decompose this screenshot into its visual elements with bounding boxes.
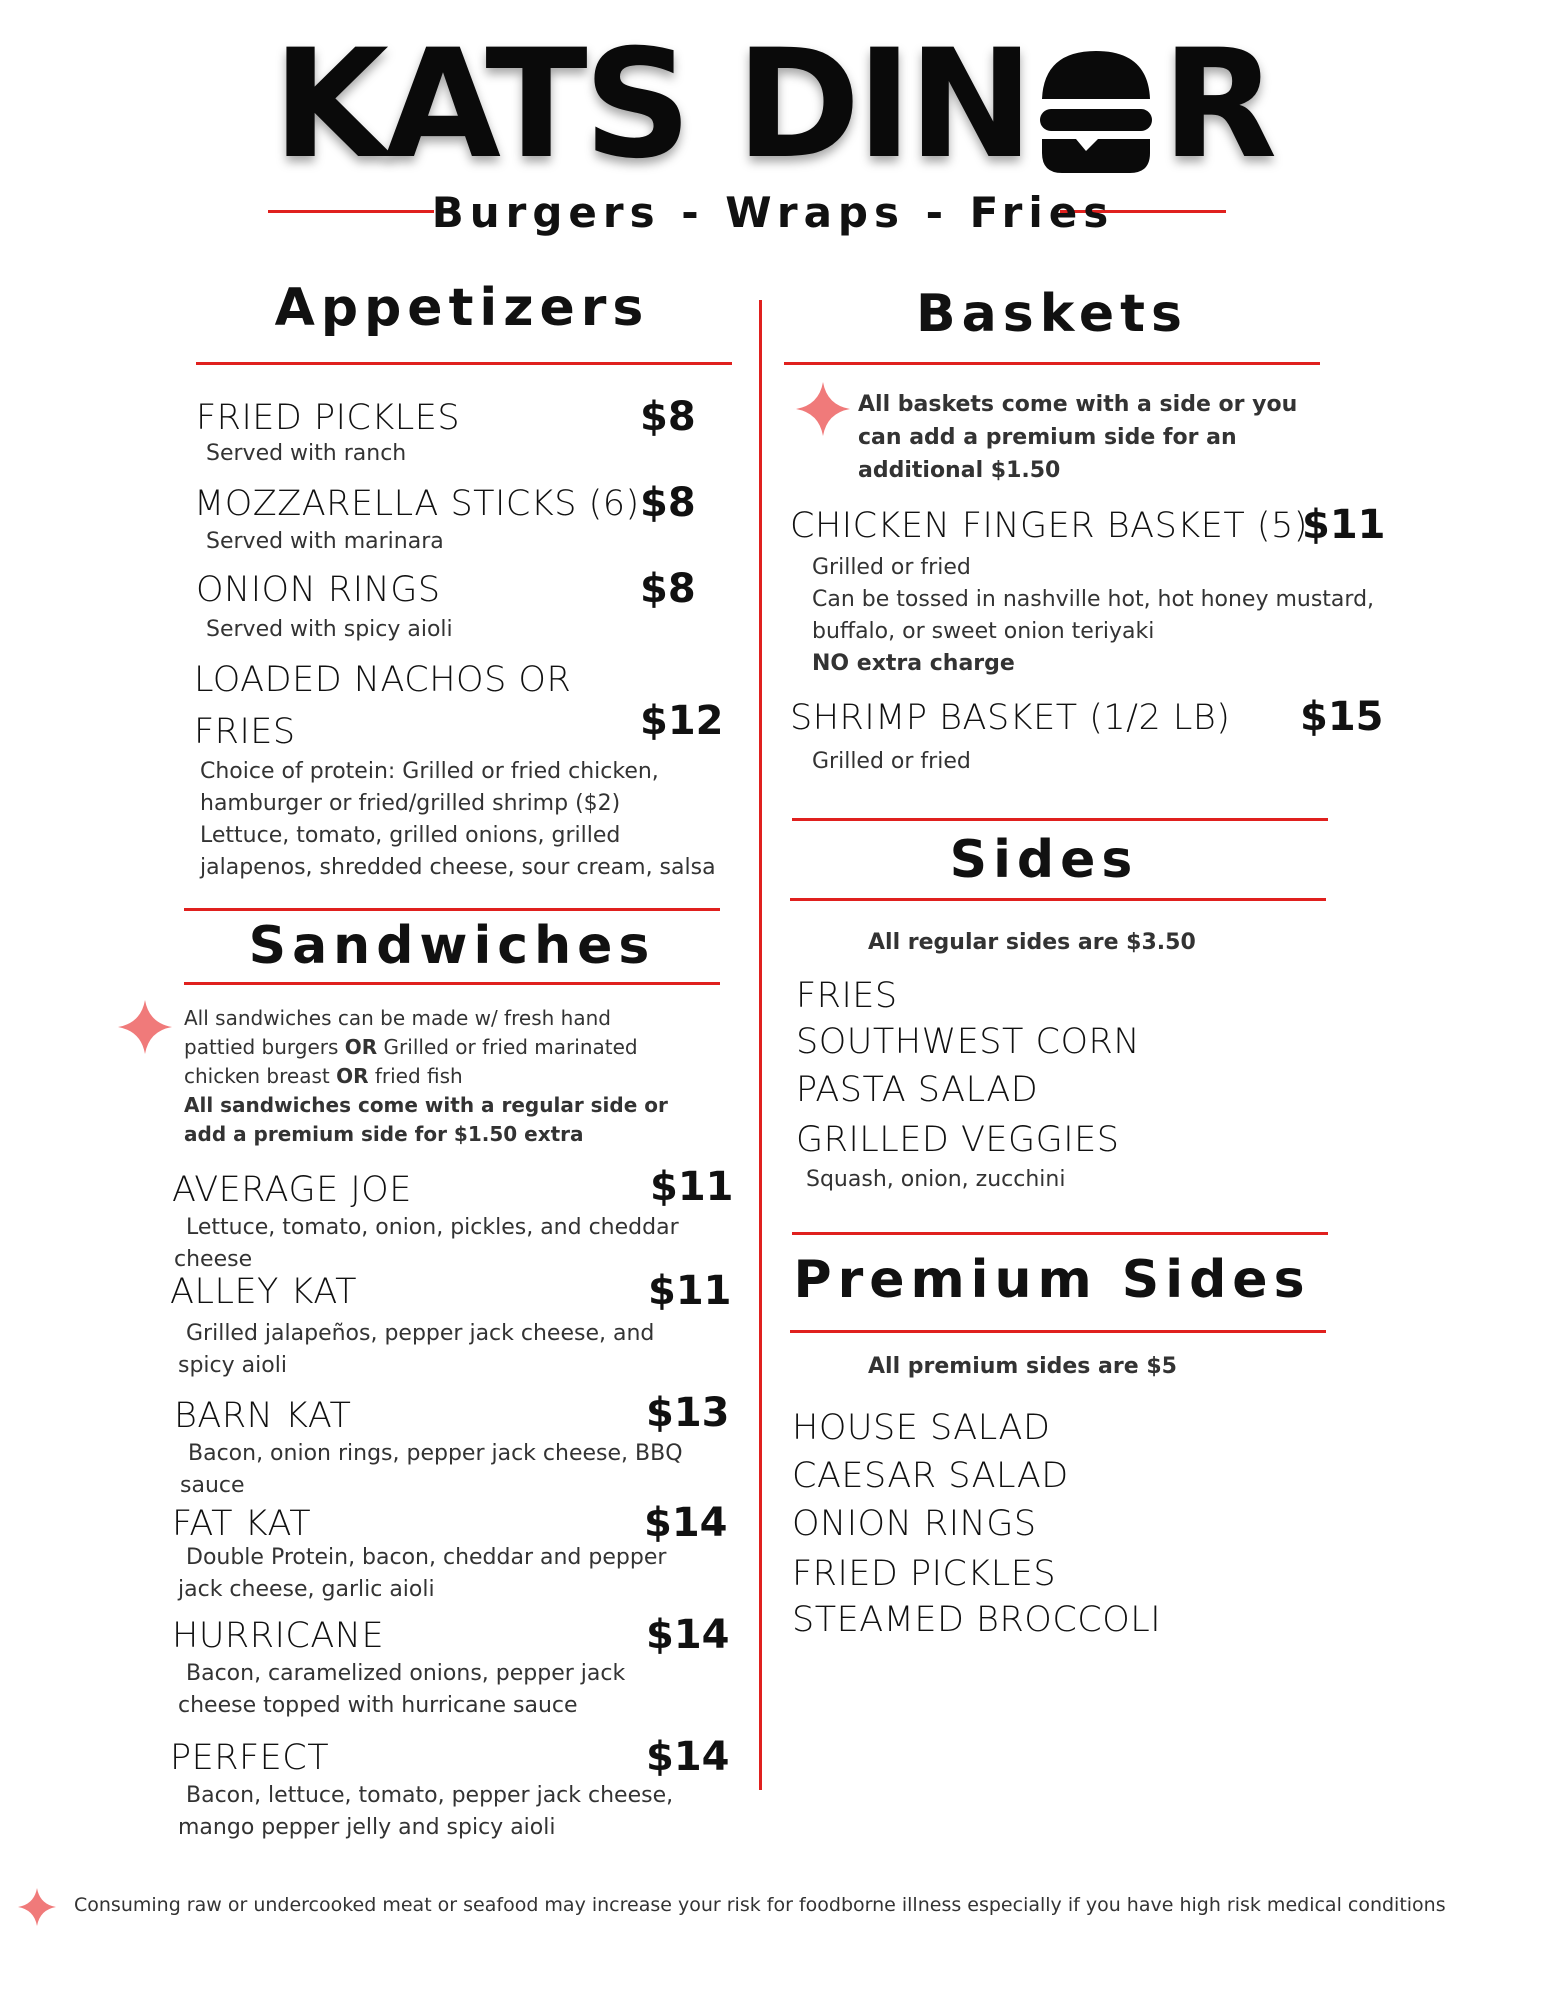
menu-item-desc: Choice of protein: Grilled or fried chicken, hamburger or fried/grilled shrimp ($2) Lettuce, tomato, grilled onions, grilled jalapenos, shredded cheese, sour cream, salsa — [200, 759, 716, 880]
premium-item: HOUSE SALAD — [792, 1408, 1051, 1448]
column-divider — [759, 300, 762, 1790]
menu-item-price: $14 — [646, 1612, 730, 1658]
menu-item-name: ONION RINGS — [196, 570, 441, 610]
brand-name-part2: R — [1161, 18, 1274, 192]
premium-top-rule — [792, 1232, 1328, 1235]
sandwiches-note: All sandwiches can be made w/ fresh hand pattied burgers OR Grilled or fried marinated chicken breast OR fried fish All sandwiches come with a regular side or add a premium side for $1.50 extra — [184, 1006, 668, 1146]
side-item-desc: Squash, onion, zucchini — [806, 1167, 1066, 1192]
footer-disclaimer: Consuming raw or undercooked meat or seafood may increase your risk for foodborne illness especially if you have high risk medical conditions — [74, 1894, 1446, 1916]
star-icon — [18, 1888, 56, 1926]
menu-item-name: HURRICANE — [172, 1616, 385, 1656]
menu-item-price: $8 — [640, 394, 696, 440]
menu-item-price: $12 — [640, 698, 724, 744]
menu-item-desc: Served with spicy aioli — [206, 617, 453, 642]
menu-item-name: BARN KAT — [174, 1396, 352, 1436]
menu-item-desc: Lettuce, tomato, onion, pickles, and cheddar cheese — [174, 1215, 679, 1272]
menu-item-name: FRIES — [194, 712, 296, 752]
premium-item: CAESAR SALAD — [792, 1456, 1069, 1496]
menu-item-name: FAT KAT — [172, 1504, 312, 1544]
sides-note: All regular sides are $3.50 — [868, 930, 1196, 955]
premium-item: FRIED PICKLES — [792, 1554, 1057, 1594]
menu-item-price: $15 — [1300, 694, 1384, 740]
menu-item-desc: Served with marinara — [206, 529, 444, 554]
premium-note: All premium sides are $5 — [868, 1354, 1177, 1379]
menu-item-name: PERFECT — [170, 1738, 330, 1778]
sides-top-rule — [792, 818, 1328, 821]
menu-item-desc: Grilled jalapeños, pepper jack cheese, and spicy aioli — [178, 1321, 655, 1378]
menu-item-price: $8 — [640, 566, 696, 612]
menu-item-price: $11 — [650, 1164, 734, 1210]
menu-item-desc: Bacon, lettuce, tomato, pepper jack cheese, mango pepper jelly and spicy aioli — [178, 1783, 674, 1840]
menu-item-name: FRIED PICKLES — [196, 398, 461, 438]
sides-bottom-rule — [790, 898, 1326, 901]
menu-item-name: ALLEY KAT — [170, 1272, 358, 1312]
menu-item-name: AVERAGE JOE — [172, 1170, 412, 1210]
sandwiches-bottom-rule — [184, 982, 720, 985]
menu-item-price: $14 — [644, 1500, 728, 1546]
appetizers-heading: Appetizers — [274, 278, 650, 338]
menu-item-name: SHRIMP BASKET (1/2 LB) — [790, 698, 1231, 738]
menu-item-price: $14 — [646, 1734, 730, 1780]
side-item: FRIES — [796, 976, 898, 1016]
sandwiches-top-rule — [184, 908, 720, 911]
menu-item-desc: Grilled or fried Can be tossed in nashville hot, hot honey mustard, buffalo, or sweet onion teriyaki NO extra charge — [812, 555, 1375, 676]
baskets-note: All baskets come with a side or you can add a premium side for an additional $1.50 — [858, 392, 1298, 483]
baskets-heading: Baskets — [916, 284, 1188, 344]
menu-item-desc: Served with ranch — [206, 441, 407, 466]
menu-item-price: $8 — [640, 480, 696, 526]
menu-item-name: CHICKEN FINGER BASKET (5) — [790, 506, 1308, 546]
tagline: Burgers - Wraps - Fries — [431, 188, 1115, 237]
star-icon — [118, 1000, 172, 1054]
menu-item-price: $13 — [646, 1390, 730, 1436]
sandwiches-heading: Sandwiches — [248, 916, 656, 976]
menu-item-name: LOADED NACHOS OR — [194, 660, 572, 700]
menu-item-desc: Grilled or fried — [812, 749, 971, 774]
menu-item-price: $11 — [648, 1268, 732, 1314]
menu-item-desc: Bacon, onion rings, pepper jack cheese, BBQ sauce — [180, 1441, 683, 1498]
burger-icon — [1036, 41, 1156, 181]
menu-item-name: MOZZARELLA STICKS (6) — [194, 484, 640, 524]
side-item: GRILLED VEGGIES — [796, 1120, 1120, 1160]
menu-item-desc: Double Protein, bacon, cheddar and pepper jack cheese, garlic aioli — [178, 1545, 667, 1602]
appetizers-rule — [196, 362, 732, 365]
baskets-rule — [784, 362, 1320, 365]
brand-name-part1: KATS DIN — [272, 18, 1030, 192]
premium-item: STEAMED BROCCOLI — [792, 1600, 1162, 1640]
sides-heading: Sides — [949, 830, 1139, 890]
premium-heading: Premium Sides — [793, 1250, 1311, 1310]
brand-logo — [0, 18, 1546, 192]
side-item: SOUTHWEST CORN — [796, 1022, 1141, 1062]
premium-bottom-rule — [790, 1330, 1326, 1333]
side-item: PASTA SALAD — [796, 1070, 1039, 1110]
premium-item: ONION RINGS — [792, 1504, 1037, 1544]
star-icon — [796, 382, 850, 436]
menu-item-price: $11 — [1302, 502, 1386, 548]
menu-item-desc: Bacon, caramelized onions, pepper jack cheese topped with hurricane sauce — [178, 1661, 626, 1718]
